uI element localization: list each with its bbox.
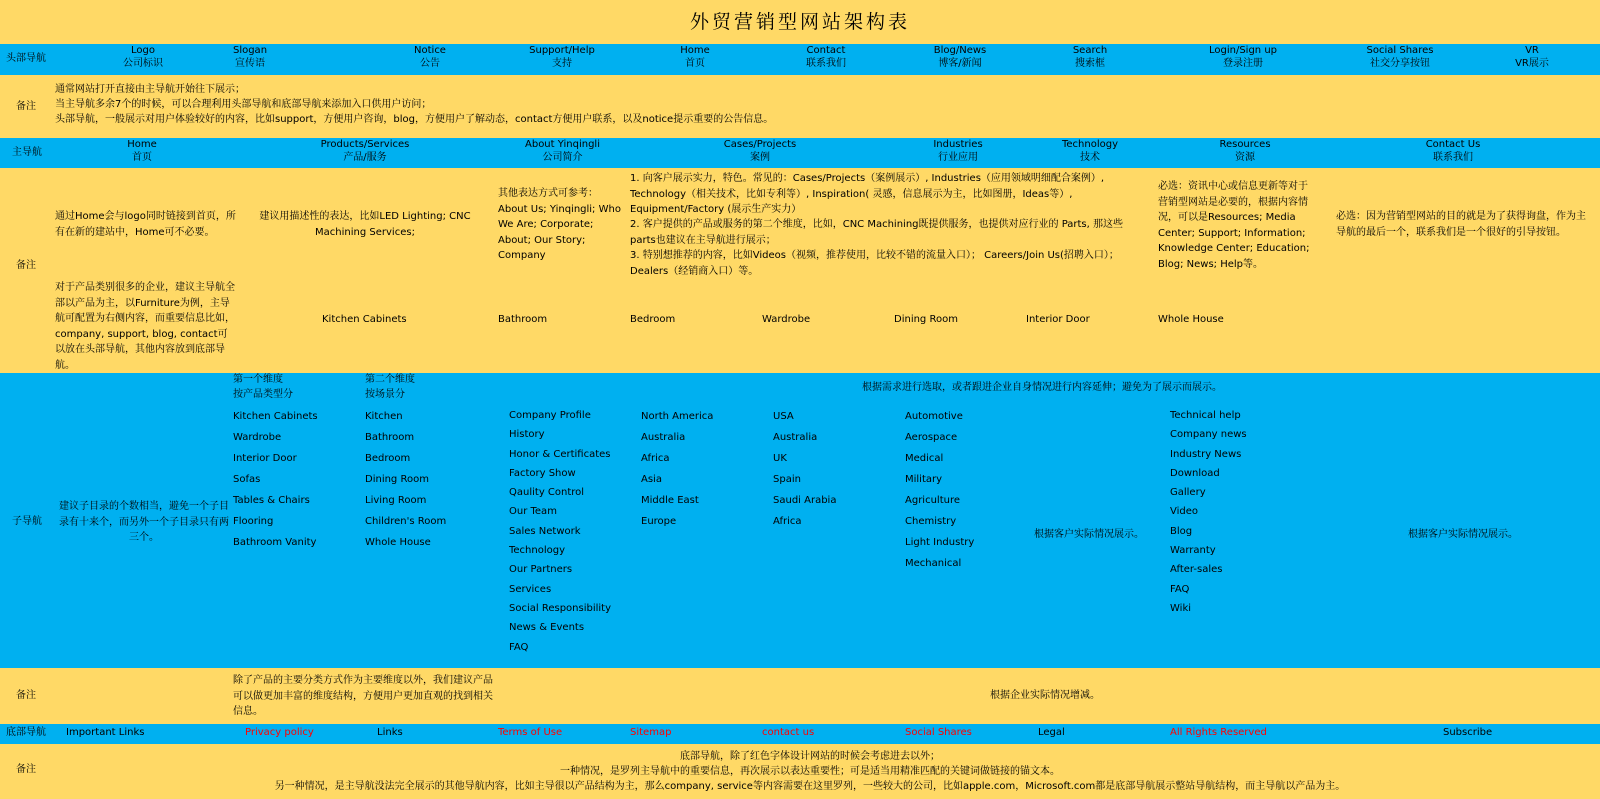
sub-nav-link[interactable]: North America	[641, 411, 714, 422]
dim2-sub: 按场景分	[365, 389, 405, 400]
sub-nav-link[interactable]: UK	[773, 453, 787, 464]
sub-nav-link[interactable]: Wardrobe	[233, 432, 282, 443]
footer-link-privacy[interactable]: Privacy policy	[245, 727, 314, 738]
sub-nav-link[interactable]: Tables & Chairs	[233, 495, 310, 506]
header-nav-en: Home	[680, 45, 710, 56]
sub-nav-link[interactable]: Spain	[773, 474, 801, 485]
sub-nav-link[interactable]: Kitchen Cabinets	[233, 411, 318, 422]
sub-nav-link[interactable]: Qaulity Control	[509, 487, 585, 499]
products-by-type-list	[233, 406, 318, 553]
note2-label: 备注	[16, 260, 36, 271]
header-nav-zh: VR展示	[1515, 57, 1549, 69]
sub-nav-link[interactable]: Flooring	[233, 516, 274, 527]
header-nav-zh: 联系我们	[806, 57, 846, 69]
sub-nav-link[interactable]: Services	[509, 583, 552, 595]
sub-nav-link[interactable]: Our Partners	[509, 564, 573, 576]
note1-line: 通常网站打开直接由主导航开始往下展示；	[55, 84, 245, 95]
sub-nav-link[interactable]: Video	[1170, 506, 1199, 518]
footer-link-sitemap[interactable]: Sitemap	[630, 727, 672, 738]
resources-list	[1170, 406, 1247, 618]
header-nav-zh: 公司标识	[123, 57, 163, 69]
sub-nav-link[interactable]: Military	[905, 474, 943, 485]
note4-line: 另一种情况，是主导航没法完全展示的其他导航内容，比如主导很以产品结构为主，那么company, service等内容需要在这里罗列，一些较大的公司，比如apple.com，Microsoft.com都是底部导航展示整站导航结构，而主导航以产品为主。	[274, 781, 1346, 792]
header-nav-zh: 宣传语	[235, 57, 265, 69]
about-list	[509, 406, 611, 657]
footer-link-links[interactable]: Links	[377, 727, 403, 738]
sub-nav-link[interactable]: Chemistry	[905, 516, 957, 527]
footer-nav-row	[0, 724, 1600, 744]
sub-nav-link[interactable]: History	[509, 429, 545, 441]
sub-nav-link[interactable]: Automotive	[905, 411, 963, 422]
sub-nav-link[interactable]: Saudi Arabia	[773, 495, 837, 506]
note4-label: 备注	[16, 764, 36, 775]
furniture-item: Bedroom	[630, 314, 676, 325]
main-nav-zh: 公司简介	[542, 151, 583, 163]
note4-row	[0, 744, 1600, 799]
note3-label: 备注	[16, 690, 36, 701]
sub-nav-link[interactable]: Our Team	[509, 506, 557, 518]
note2-contact: 必选：因为营销型网站的目的就是为了获得询盘，作为主导航的最后一个，联系我们是一个很好的引导按钮。	[1336, 211, 1586, 238]
footer-link-social[interactable]: Social Shares	[905, 727, 972, 738]
main-nav-en: Contact Us	[1425, 139, 1481, 150]
header-nav-row	[0, 44, 1600, 75]
main-nav-en: Cases/Projects	[723, 139, 797, 150]
sub-nav-link[interactable]: Agriculture	[905, 495, 960, 506]
dim1-title: 第一个维度	[233, 374, 283, 385]
header-nav-en: Support/Help	[529, 45, 595, 56]
note3-right: 根据企业实际情况增减。	[990, 690, 1100, 701]
header-nav-en: Login/Sign up	[1208, 45, 1278, 56]
header-nav-zh: 搜索框	[1075, 57, 1105, 69]
sub-nav-row	[0, 373, 1600, 668]
technology-note: 根据客户实际情况展示。	[1034, 529, 1144, 540]
sub-nav-link[interactable]: Gallery	[1170, 487, 1206, 499]
sub-nav-link[interactable]: News & Events	[509, 622, 585, 634]
header-nav-en: Contact	[806, 45, 846, 56]
sub-nav-link[interactable]: Bedroom	[365, 453, 411, 464]
note2-about: 其他表达方式可参考：About Us; Yinqingli; Who We Are; Corporate; About; Our Story; Company	[498, 188, 621, 261]
note2-row	[0, 168, 1600, 373]
header-nav-en: VR	[1525, 45, 1539, 56]
sub-nav-link[interactable]: Bathroom	[365, 432, 415, 443]
sub-nav-link[interactable]: After-sales	[1170, 564, 1223, 576]
furniture-item: Kitchen Cabinets	[322, 314, 407, 325]
dim2-title: 第二个维度	[365, 374, 415, 385]
sub-nav-label: 子导航	[12, 516, 42, 527]
footer-link-terms[interactable]: Terms of Use	[498, 727, 563, 738]
header-nav-zh: 登录注册	[1223, 57, 1263, 69]
page-title: 外贸营销型网站架构表	[689, 11, 910, 33]
note1-line: 当主导航多余7个的时候，可以合理利用头部导航和底部导航来添加入口供用户访问；	[55, 99, 432, 110]
sub-nav-link[interactable]: Sofas	[233, 474, 261, 485]
main-nav-zh: 产品/服务	[343, 151, 387, 163]
sub-nav-link[interactable]: Africa	[641, 453, 670, 464]
sub-nav-top-note: 根据需求进行选取，或者跟进企业自身情况进行内容延伸；避免为了展示而展示。	[862, 382, 1222, 393]
countries-list	[773, 406, 836, 532]
sub-nav-link[interactable]: Living Room	[365, 495, 427, 506]
sub-nav-note: 建议子目录的个数相当，避免一个子目录有十来个，而另外一个子目录只有两三个。	[59, 501, 229, 543]
sub-nav-link[interactable]: Asia	[641, 474, 662, 485]
main-nav-en: Resources	[1219, 139, 1271, 150]
header-nav-zh: 社交分享按钮	[1370, 57, 1430, 69]
note2-cases-3: 3. 特别想推荐的内容，比如Videos（视频，推荐使用，比较不错的流量入口）； Careers/Join Us(招聘入口）； Dealers（经销商入口）等。	[630, 250, 1119, 277]
sub-nav-link[interactable]: Wiki	[1170, 602, 1192, 614]
main-nav-en: Home	[127, 139, 157, 150]
note2-home-b: 对于产品类别很多的企业，建议主导航全部以产品为主，以Furniture为例，主导航可配置为右侧内容，而重要信息比如，company, support, blog, contact可以放在头部导航，其他内容放到底部导航。	[55, 282, 235, 371]
sub-nav-link[interactable]: FAQ	[1170, 583, 1190, 595]
sub-nav-link[interactable]: Company Profile	[509, 410, 591, 421]
footer-link-rights[interactable]: All Rights Reserved	[1170, 727, 1267, 738]
footer-link-legal[interactable]: Legal	[1038, 727, 1065, 738]
main-nav-zh: 行业应用	[938, 151, 978, 163]
dim1-sub: 按产品类型分	[233, 389, 293, 400]
header-nav-zh: 首页	[685, 57, 705, 69]
header-nav-en: Blog/News	[933, 45, 987, 56]
note4-line: 一种情况，是罗列主导航中的重要信息，再次展示以表达重要性；可是适当用精准匹配的关键词做链接的锚文本。	[560, 766, 1060, 777]
sub-nav-link[interactable]: Medical	[905, 453, 944, 464]
main-nav-en: Industries	[933, 139, 983, 150]
sub-nav-link[interactable]: Technical help	[1170, 410, 1241, 421]
sub-nav-link[interactable]: Technology	[509, 545, 566, 557]
note3-text: 除了产品的主要分类方式作为主要维度以外，我们建议产品可以做更加丰富的维度结构，方便用户更加直观的找到相关信息。	[233, 675, 493, 717]
header-nav-zh: 支持	[552, 57, 572, 69]
main-nav-row	[0, 138, 1600, 168]
sub-nav-link[interactable]: Bathroom Vanity	[233, 537, 317, 548]
sub-nav-link[interactable]: Company news	[1170, 429, 1247, 441]
furniture-item: Bathroom	[498, 314, 548, 325]
furniture-item: Dining Room	[894, 314, 958, 325]
furniture-item: Interior Door	[1026, 314, 1090, 325]
sub-nav-link[interactable]: Kitchen	[365, 411, 403, 422]
note1-label: 备注	[16, 101, 36, 112]
main-nav-zh: 技术	[1080, 151, 1100, 163]
main-nav-en: Technology	[1061, 139, 1118, 150]
header-nav-label: 头部导航	[6, 53, 46, 64]
contact-note: 根据客户实际情况展示。	[1408, 529, 1518, 540]
note2-cases-1: 1. 向客户展示实力，特色。常见的：Cases/Projects（案例展示）, Industries（应用领域明细配合案例）, Technology（相关技术，比如专利等）, Inspiration( 灵感，信息展示为主，比如图册，Ideas等）, Equipment/Factory (展示生产实力）	[630, 173, 1105, 215]
sub-nav-link[interactable]: Middle East	[641, 495, 699, 506]
sub-nav-link[interactable]: Australia	[773, 432, 818, 443]
sub-nav-link[interactable]: Honor & Certificates	[509, 448, 611, 460]
sub-nav-link[interactable]: Light Industry	[905, 537, 975, 548]
regions-list	[641, 406, 713, 532]
note2-home: 通过Home会与logo同时链接到首页，所有在新的建站中，Home可不必要。	[55, 211, 236, 238]
sub-nav-link[interactable]: Europe	[641, 516, 677, 527]
sub-nav-link[interactable]: Whole House	[365, 537, 431, 548]
note1-line: 头部导航，一般展示对用户体验较好的内容，比如support，方便用户咨询，blog，方便用户了解动态，contact方便用户联系，以及notice提示重要的公告信息。	[55, 114, 774, 125]
header-nav-en: Search	[1072, 45, 1108, 56]
footer-link-contact[interactable]: contact us	[762, 727, 815, 738]
header-nav-zh: 公告	[420, 57, 440, 69]
main-nav-zh: 资源	[1235, 151, 1255, 163]
sub-nav-link[interactable]: Blog	[1170, 525, 1193, 537]
sub-nav-link[interactable]: Factory Show	[509, 467, 576, 479]
note4-line: 底部导航，除了红色字体设计网站的时候会考虑进去以外；	[680, 751, 940, 762]
sub-nav-link[interactable]: FAQ	[509, 641, 529, 653]
furniture-item: Wardrobe	[762, 314, 811, 325]
note1-row	[0, 75, 1600, 138]
main-nav-en: Products/Services	[320, 139, 410, 150]
sub-nav-link[interactable]: Mechanical	[905, 558, 962, 569]
main-nav-zh: 联系我们	[1433, 151, 1473, 163]
sub-nav-link[interactable]: Industry News	[1170, 448, 1242, 460]
main-nav-en: About Yinqingli	[525, 139, 600, 150]
sub-nav-link[interactable]: Dining Room	[365, 474, 429, 485]
sub-nav-link[interactable]: Australia	[641, 432, 686, 443]
sub-nav-link[interactable]: Sales Network	[509, 525, 581, 537]
header-nav-zh: 博客/新闻	[938, 57, 982, 69]
products-by-scene-list	[365, 406, 446, 553]
sub-nav-link[interactable]: Interior Door	[233, 453, 297, 464]
note2-products: 建议用描述性的表达，比如LED Lighting; CNC Machining Services;	[259, 211, 471, 238]
sub-nav-link[interactable]: USA	[773, 411, 794, 422]
footer-link-important[interactable]: Important Links	[66, 727, 145, 738]
note2-cases-2: 2. 客户提供的产品或服务的第二个维度，比如，CNC Machining既提供服务，也提供对应行业的 Parts, 那这些parts也建议在主导航进行展示；	[630, 219, 1124, 246]
sub-nav-link[interactable]: Africa	[773, 516, 802, 527]
title-row	[0, 0, 1600, 44]
main-nav-label: 主导航	[12, 147, 42, 158]
furniture-item: Whole House	[1158, 314, 1224, 325]
industries-list	[905, 406, 974, 574]
header-nav-en: Slogan	[232, 45, 268, 56]
header-nav-en: Notice	[414, 45, 446, 56]
sub-nav-link[interactable]: Download	[1170, 467, 1220, 479]
header-nav-en: Social Shares	[1366, 45, 1434, 56]
main-nav-zh: 首页	[132, 151, 152, 163]
note2-resources: 必选：资讯中心或信息更新等对于营销型网站是必要的，根据内容情况，可以是Resources; Media Center; Support; Information; Knowledge Center; Education; Blog; News; Help等。	[1158, 181, 1310, 270]
sub-nav-link[interactable]: Warranty	[1170, 545, 1216, 557]
header-nav-en: Logo	[131, 45, 155, 56]
note3-row	[0, 668, 1600, 724]
main-nav-zh: 案例	[750, 151, 770, 163]
footer-link-subscribe[interactable]: Subscribe	[1443, 727, 1493, 738]
sub-nav-link[interactable]: Children's Room	[365, 516, 447, 527]
footer-nav-label: 底部导航	[6, 727, 46, 738]
sub-nav-link[interactable]: Social Responsibility	[509, 602, 612, 614]
sub-nav-link[interactable]: Aerospace	[905, 432, 958, 443]
